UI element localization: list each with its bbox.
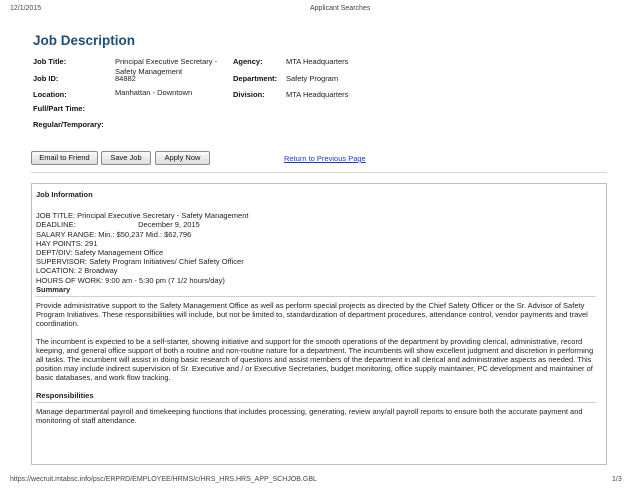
division-label: Division:: [233, 90, 265, 99]
summary-rule: [36, 296, 596, 297]
info-line-job-title: JOB TITLE: Principal Executive Secretary - Safety Management: [36, 211, 249, 221]
job-title-value-line2: Safety Management: [115, 66, 183, 76]
job-information-panel: [31, 183, 607, 465]
summary-heading: Summary: [36, 284, 71, 294]
info-line-dept-div: DEPT/DIV: Safety Management Office: [36, 248, 164, 258]
info-line-supervisor: SUPERVISOR: Safety Program Initiatives/ Chief Safety Officer: [36, 257, 244, 267]
print-footer-url: https://wecruit.mtabsc.info/psc/ERPRD/EMPLOYEE/HRMS/c/HRS_HRS.HRS_APP_SCHJOB.GBL: [10, 476, 317, 483]
job-title-value-line1: Principal Executive Secretary -: [115, 57, 218, 66]
division-value: MTA Headquarters: [286, 90, 349, 99]
agency-label: Agency:: [233, 57, 263, 66]
return-to-previous-page-link[interactable]: Return to Previous Page: [284, 154, 366, 163]
summary-paragraph-2: The incumbent is expected to be a self-starter, showing initiative and support for the smooth operations of the department by providing clerical, administrative, record keeping, and general office support of both a routine and non-routine nature for a department. The incumbents will show excellent judgment and discretion in performing all tasks. The incumbent will assist in doing basic research of questions and assist members of the department in all clerical and administrative aspects as needed. This position may include indirect supervision of Sr. Executive and / or Executive Secretaries, budget monitoring, office supply maintainer, PC development and maintainer of basic databases, and work flow tracking.: [36, 336, 594, 383]
job-information-heading: Job Information: [36, 190, 93, 199]
divider: [31, 172, 607, 173]
agency-value: MTA Headquarters: [286, 57, 349, 66]
summary-paragraph-1: Provide administrative support to the Safety Management Office as well as perform special projects as directed by the Chief Safety Officer or the Sr. Advisor of Safety Program Initiatives. These responsibilities will include, but not be limited to, standardization of department procedures, attendance control, vendor payments and travel coordination.: [36, 301, 588, 329]
info-line-hours: HOURS OF WORK: 9:00 am - 5:30 pm (7 1/2 hours/day): [36, 275, 225, 285]
responsibilities-rule: [36, 402, 596, 403]
print-header-title: Applicant Searches: [310, 5, 371, 12]
apply-now-button[interactable]: Apply Now: [155, 151, 210, 165]
job-id-label: Job ID:: [33, 74, 59, 83]
print-footer-page-number: 1/3: [612, 476, 622, 483]
job-title-label: Job Title:: [33, 57, 67, 66]
location-label: Location:: [33, 90, 67, 99]
info-line-hay-points: HAY POINTS: 291: [36, 238, 98, 248]
responsibilities-paragraph-1: Manage departmental payroll and timekeeping functions that includes processing, generating, review any/all payroll reports to ensure both the accurate payment and monitoring of staff attendance.: [36, 406, 583, 426]
info-line-location: LOCATION: 2 Broadway: [36, 266, 118, 276]
responsibilities-heading: Responsibilities: [36, 390, 94, 400]
save-job-button[interactable]: Save Job: [101, 151, 151, 165]
job-id-value: 84882: [115, 74, 136, 83]
page-title: Job Description: [33, 33, 136, 48]
print-date: 12/1/2015: [10, 5, 42, 12]
department-value: Safety Program: [286, 74, 339, 83]
email-to-friend-button[interactable]: Email to Friend: [31, 151, 98, 165]
location-value: Manhattan - Downtown: [115, 88, 193, 97]
department-label: Department:: [233, 74, 278, 83]
regular-temporary-label: Regular/Temporary:: [33, 120, 104, 129]
info-line-deadline: DEADLINE: December 9, 2015: [36, 220, 200, 230]
info-line-salary-range: SALARY RANGE: Min.: $50,237 Mid.: $62,796: [36, 229, 192, 239]
full-part-time-label: Full/Part Time:: [33, 104, 85, 113]
